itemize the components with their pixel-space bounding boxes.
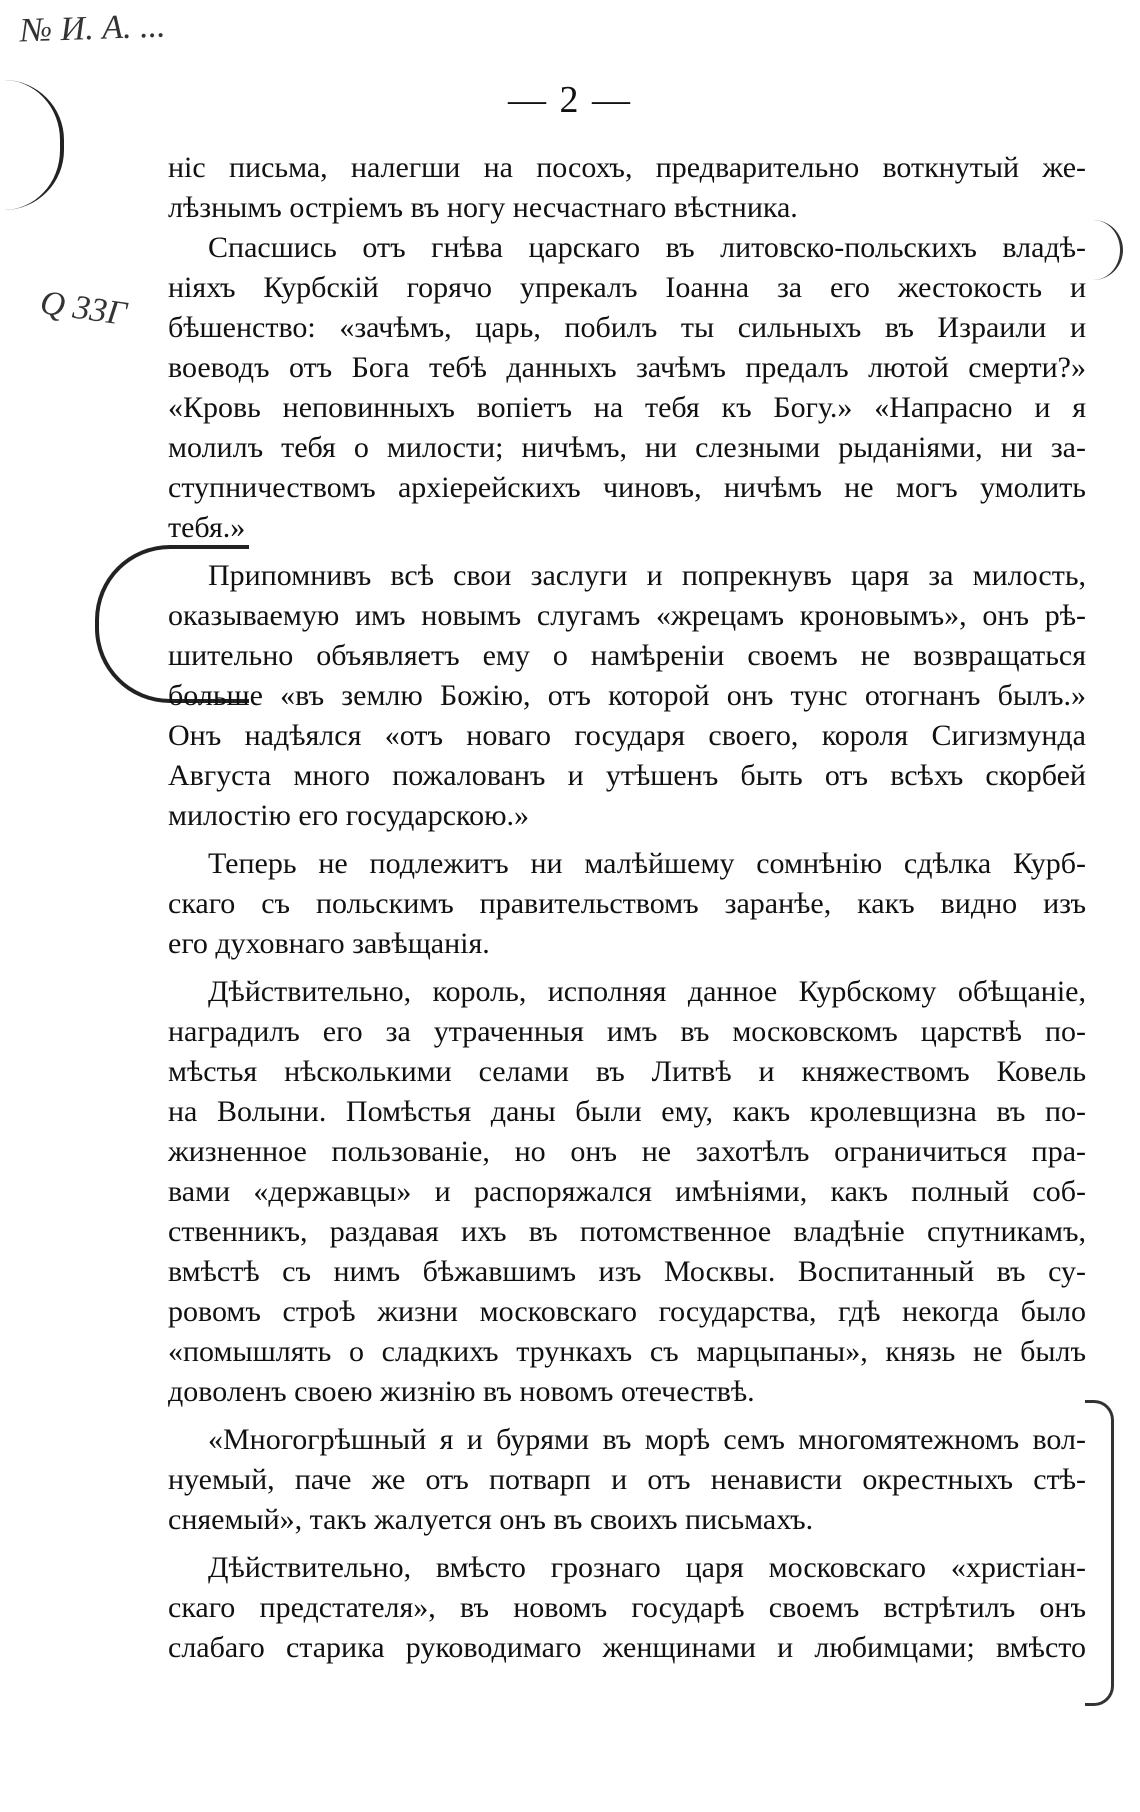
text-line: сняемый», такъ жалуется онъ въ своихъ письмахъ. [168,1503,814,1536]
text-line: лѣзнымъ остріемъ въ ногу несчастнаго вѣстника. [168,191,798,224]
text-line: Онъ надѣялся «отъ новаго государя своего, короля Сигизмунда [168,719,1086,752]
text-line: «Кровь неповинныхъ вопіетъ на тебя къ Богу.» «Напрасно и я [168,391,1086,424]
text-line: скаго съ польскимъ правительствомъ заранѣе, какъ видно изъ [168,887,1086,920]
text-line: вами «державцы» и распоряжался имѣніями, какъ полный соб- [168,1175,1086,1208]
text-line: «Многогрѣшный я и бурями въ морѣ семъ многомятежномъ вол- [208,1423,1086,1456]
margin-handwritten-note: № И. А. ... [19,7,166,50]
text-line: больше «въ землю Божію, отъ которой онъ тунс отогнанъ былъ.» [168,679,1086,712]
page-body-text [168,148,1086,1668]
text-line: Дѣйствительно, король, исполняя данное Курбскому обѣщаніе, [208,975,1086,1008]
text-line: слабаго старика руководимаго женщинами и любимцами; вмѣсто [168,1631,1086,1664]
text-line: бѣшенство: «зачѣмъ, царь, побилъ ты сильныхъ въ Израили и [168,311,1086,344]
margin-right-bracket [1085,1400,1114,1706]
text-line: ніс письма, налегши на посохъ, предварительно воткнутый же- [168,151,1086,184]
text-line: нуемый, паче же отъ потварп и отъ ненависти окрестныхъ стѣ- [168,1463,1086,1496]
text-line: тебя.» [168,511,246,544]
text-line: молилъ тебя о милости; ничѣмъ, ни слезными рыданіями, ни за- [168,431,1086,464]
text-line: Августа много пожалованъ и утѣшенъ быть отъ всѣхъ скорбей [168,759,1086,792]
text-line: ніяхъ Курбскій горячо упрекалъ Іоанна за его жестокость и [168,271,1086,304]
text-line: его духовнаго завѣщанія. [168,927,490,960]
text-line: ственникъ, раздавая ихъ въ потомственное владѣніе спутникамъ, [168,1215,1086,1248]
text-line: ступничествомъ архіерейскихъ чиновъ, ничѣмъ не могъ умолить [168,471,1086,504]
margin-handwritten-number: Q 33Г [37,284,129,333]
margin-right-mark [1092,220,1123,280]
text-line: Дѣйствительно, вмѣсто грознаго царя московскаго «христіан- [208,1551,1086,1584]
text-line: доволенъ своею жизнію въ новомъ отечествѣ. [168,1375,755,1408]
text-line: мѣстья нѣсколькими селами въ Литвѣ и княжествомъ Ковель [168,1055,1086,1088]
text-line: воеводъ отъ Бога тебѣ данныхъ зачѣмъ предалъ лютой смерти?» [168,351,1086,384]
text-line: шительно объявляетъ ему о намѣреніи своемъ не возвращаться [168,639,1086,672]
text-line: Теперь не подлежитъ ни малѣйшему сомнѣнію сдѣлка Курб- [208,847,1086,880]
text-line: «помышлять о сладкихъ трункахъ съ марцыпаны», князь не былъ [168,1335,1086,1368]
page-number: — 2 — [508,79,632,121]
text-line: на Волыни. Помѣстья даны были ему, какъ кролевщизна въ по- [168,1095,1086,1128]
text-line: наградилъ его за утраченныя имъ въ московскомъ царствѣ по- [168,1015,1086,1048]
text-line: Спасшись отъ гнѣва царскаго въ литовско-польскихъ владѣ- [208,231,1086,264]
text-line: скаго предстателя», въ новомъ государѣ своемъ встрѣтилъ онъ [168,1591,1086,1624]
text-line: вмѣстѣ съ нимъ бѣжавшимъ изъ Москвы. Воспитанный въ су- [168,1255,1086,1288]
text-line: ровомъ строѣ жизни московскаго государства, гдѣ некогда было [168,1295,1086,1328]
text-line: милостію его государскою.» [168,799,529,832]
text-line: оказываемую имъ новымъ слугамъ «жрецамъ кроновымъ», онъ рѣ- [168,599,1086,632]
text-line: Припомнивъ всѣ свои заслуги и попрекнувъ царя за милость, [208,559,1086,592]
text-line: жизненное пользованіе, но онъ не захотѣлъ ограничиться пра- [168,1135,1086,1168]
